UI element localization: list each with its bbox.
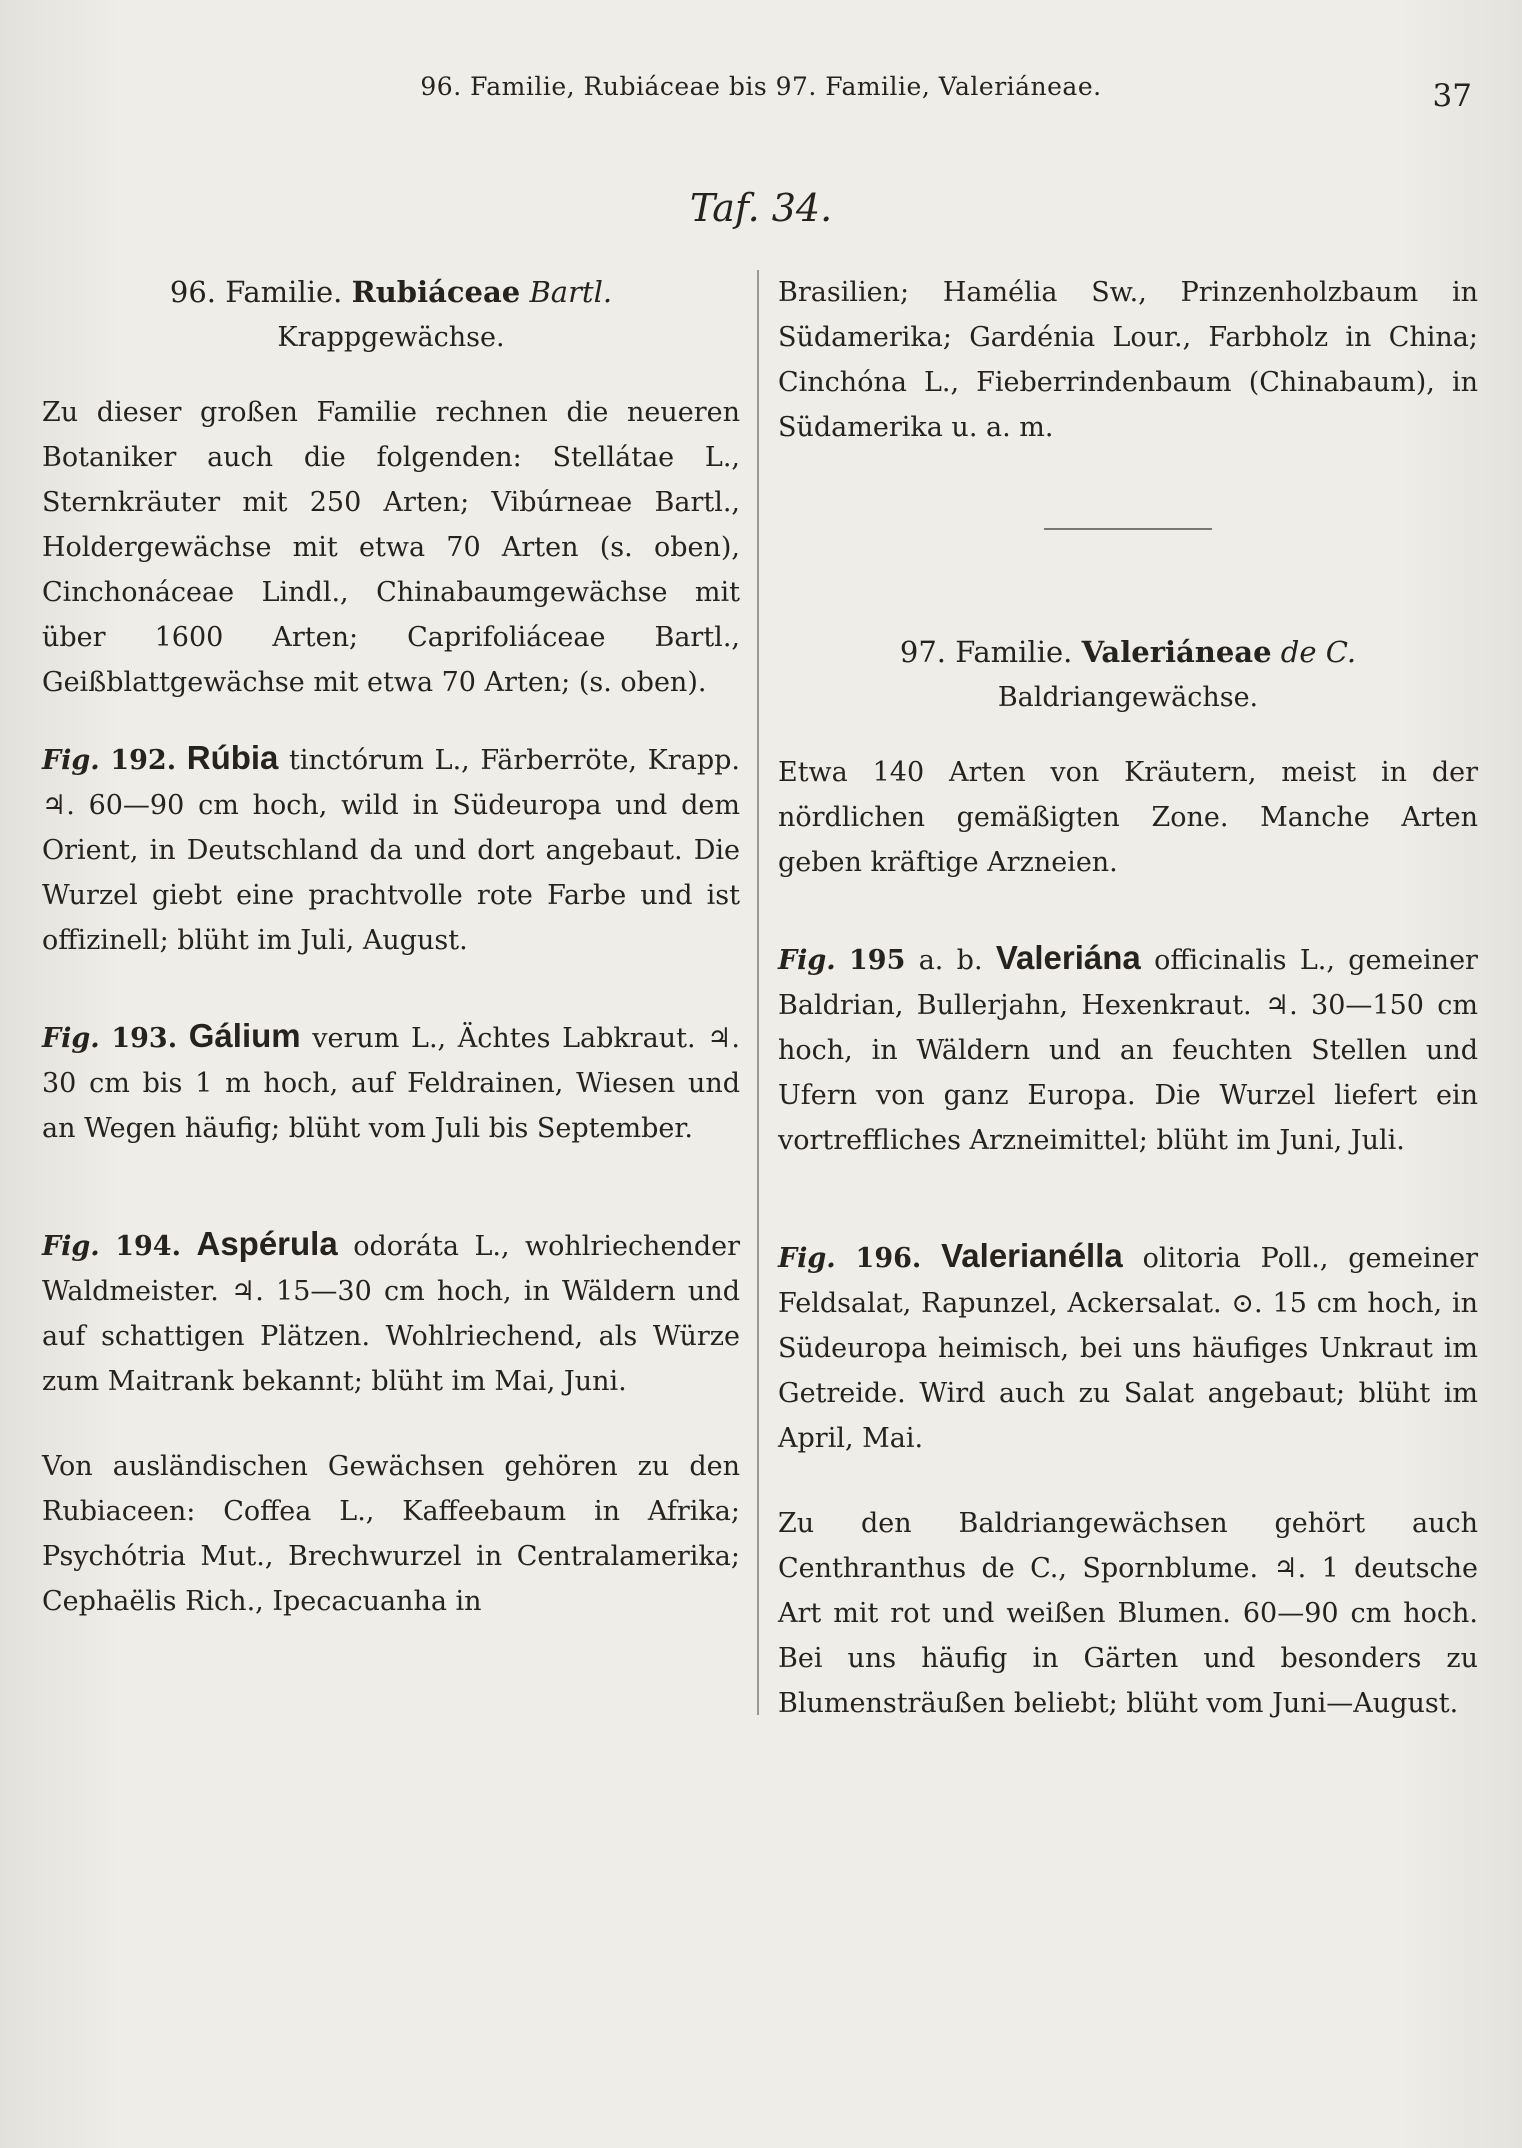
fig-label: Fig. — [42, 745, 100, 776]
family-97-number: 97. Familie. — [899, 635, 1073, 669]
genus-name: Gálium — [188, 1017, 301, 1054]
figure-entry-192 — [42, 735, 740, 963]
fig-number: 196. — [855, 1243, 922, 1274]
fig-label: Fig. — [778, 945, 836, 976]
figure-entry-194 — [42, 1221, 740, 1404]
family-96-common-name: Krappgewächse. — [277, 322, 505, 353]
family-97-author: de C. — [1280, 635, 1357, 669]
figure-entry-195 — [778, 935, 1478, 1163]
column-divider — [757, 270, 759, 1715]
fig-description: odoráta L., wohlriechender Waldmeister. ♃. 15—30 cm hoch, in Wäldern und auf schattigen Plätzen. Wohlriechend, als Würze zum Maitrank bekannt; blüht im Mai, Juni. — [42, 1231, 740, 1397]
family-96-number: 96. Familie. — [169, 275, 343, 309]
fig-number: 192. — [110, 745, 177, 776]
right-column — [778, 270, 1478, 1726]
closing-paragraph: Zu den Baldriangewächsen gehört auch Centhranthus de C., Spornblume. ♃. 1 deutsche Art mit rot und weißen Blumen. 60—90 cm hoch. Bei uns häufig in Gärten und besonders zu Blumensträußen beliebt; blüht vom Juni—August. — [778, 1508, 1478, 1719]
fig-suffix: a. b. — [918, 945, 983, 976]
fig-label: Fig. — [42, 1231, 100, 1262]
fig-description: officinalis L., gemeiner Baldrian, Bullerjahn, Hexenkraut. ♃. 30—150 cm hoch, in Wäldern und an feuchten Stellen und Ufern von ganz Europa. Die Wurzel liefert ein vortreffliches Arzneimittel; blüht im Juni, Juli. — [778, 945, 1478, 1156]
genus-name: Valeriána — [995, 939, 1141, 976]
left-column — [42, 270, 740, 1624]
family-96-intro: Zu dieser großen Familie rechnen die neueren Botaniker auch die folgenden: Stellátae L., Sternkräuter mit 250 Arten; Vibúrneae Bartl., Holdergewächse mit etwa 70 Arten (s. oben), Cinchonáceae Lindl., Chinabaumgewächse mit über 1600 Arten; Caprifoliáceae Bartl., Geißblattgewächse mit etwa 70 Arten; (s. oben). — [42, 397, 740, 698]
family-97-intro: Etwa 140 Arten von Kräutern, meist in der nördlichen gemäßigten Zone. Manche Arten geben kräftige Arzneien. — [778, 757, 1478, 878]
fig-number: 193. — [111, 1023, 178, 1054]
figure-entry-193 — [42, 1013, 740, 1151]
fig-label: Fig. — [42, 1023, 100, 1054]
genus-name: Rúbia — [186, 739, 279, 776]
family-96-heading — [42, 270, 740, 315]
fig-number: 195 — [849, 945, 906, 976]
genus-name: Valerianélla — [941, 1237, 1123, 1274]
fig-description: verum L., Ächtes Labkraut. ♃. 30 cm bis 1 m hoch, auf Feldrainen, Wiesen und an Wegen häufig; blüht vom Juli bis September. — [42, 1023, 740, 1144]
foreign-plants-continued: Brasilien; Hamélia Sw., Prinzenholzbaum in Südamerika; Gardénia Lour., Farbholz in China; Cinchóna L., Fieberrindenbaum (Chinabaum), in Südamerika u. a. m. — [778, 277, 1478, 443]
foreign-plants-paragraph: Von ausländischen Gewächsen gehören zu den Rubiaceen: Coffea L., Kaffeebaum in Afrika; Psychótria Mut., Brechwurzel in Centralamerika; Cephaëlis Rich., Ipecacuanha in — [42, 1451, 740, 1617]
family-96-author: Bartl. — [529, 275, 613, 309]
family-97-name: Valeriáneae — [1081, 635, 1272, 669]
plate-title: Taf. 34. — [689, 186, 833, 230]
fig-label: Fig. — [778, 1243, 836, 1274]
family-96-name: Rubiáceae — [351, 275, 521, 309]
fig-description: tinctórum L., Färberröte, Krapp. ♃. 60—90 cm hoch, wild in Südeuropa und dem Orient, in Deutschland da und dort angebaut. Die Wurzel giebt eine prachtvolle rote Farbe und ist offizinell; blüht im Juli, August. — [42, 745, 740, 956]
page-number: 37 — [1432, 78, 1472, 114]
fig-number: 194. — [115, 1231, 181, 1262]
genus-name: Aspérula — [196, 1225, 338, 1262]
section-rule — [1044, 528, 1212, 530]
family-97-common-name: Baldriangewächse. — [997, 682, 1259, 713]
fig-description: olitoria Poll., gemeiner Feldsalat, Rapunzel, Ackersalat. ⊙. 15 cm hoch, in Südeuropa heimisch, bei uns häufiges Unkraut im Getreide. Wird auch zu Salat angebaut; blüht im April, Mai. — [778, 1243, 1478, 1454]
running-head: 96. Familie, Rubiáceae bis 97. Familie, Valeriáneae. — [420, 72, 1102, 101]
family-97-heading — [778, 630, 1478, 675]
figure-entry-196 — [778, 1233, 1478, 1461]
